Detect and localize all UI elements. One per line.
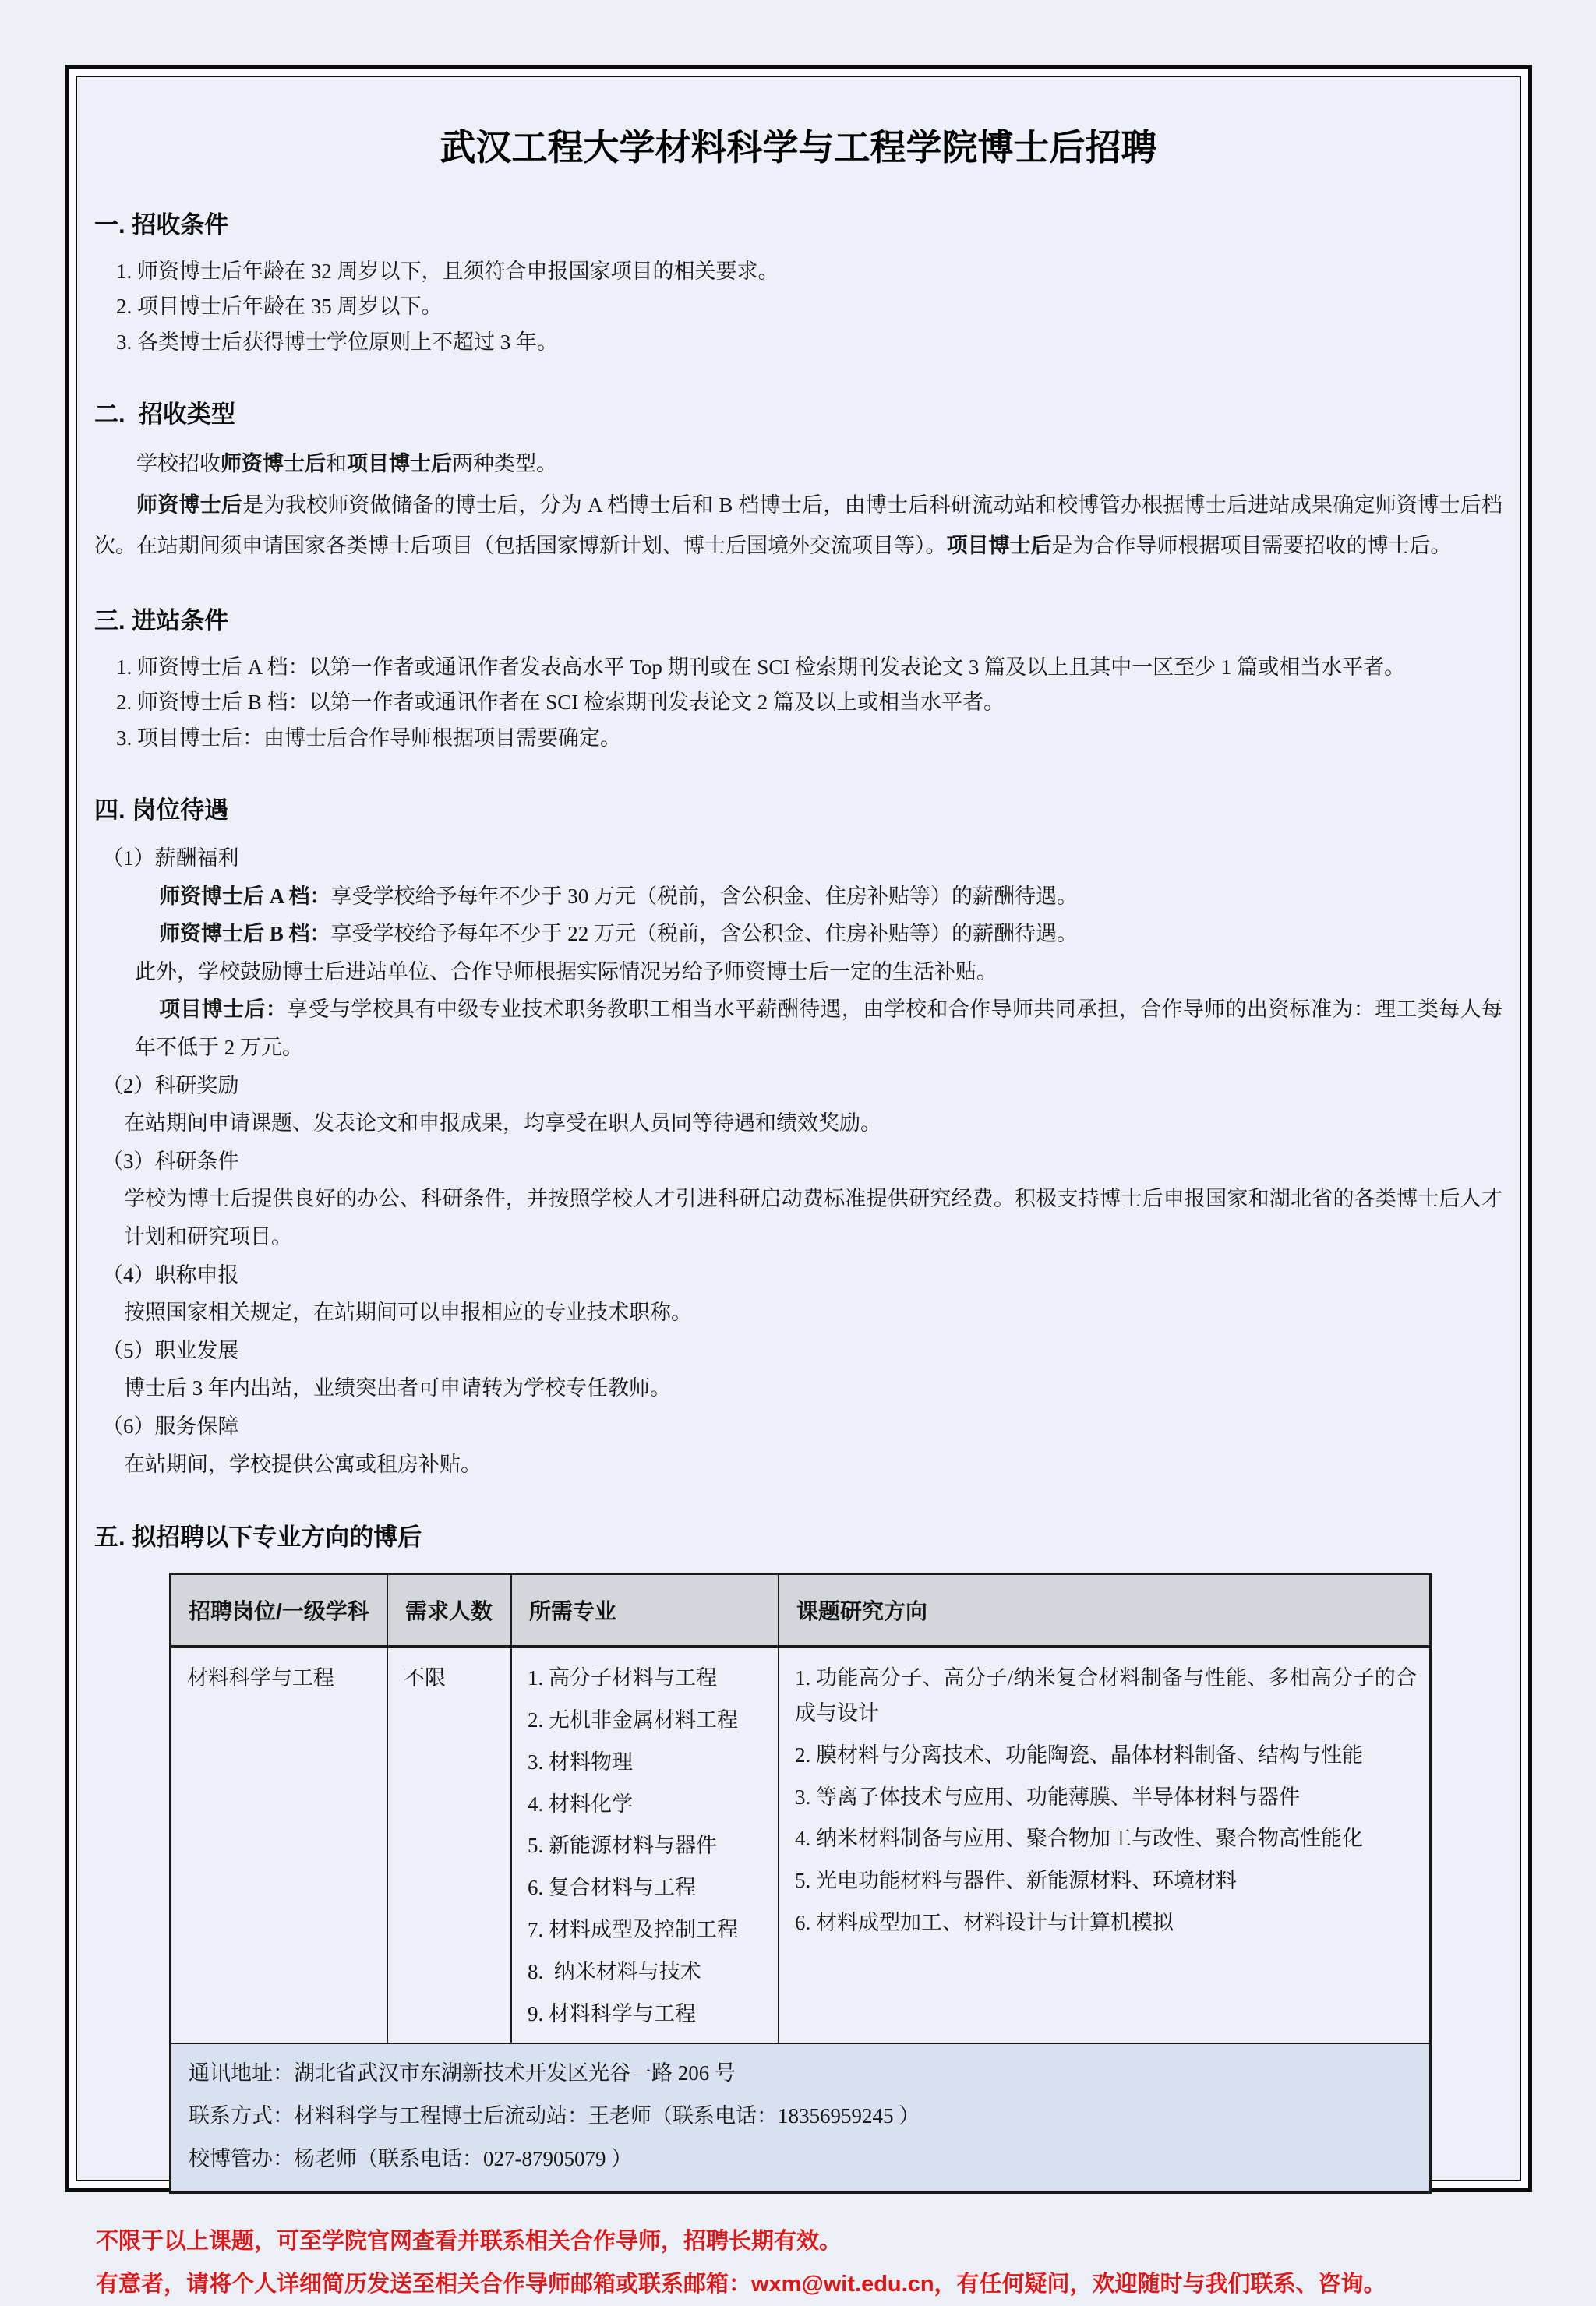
- paragraph: 按照国家相关规定，在站期间可以申报相应的专业技术职称。: [124, 1301, 692, 1325]
- list-item: 联系方式：材料科学与工程博士后流动站：王老师（联系电话：18356959245 ）: [189, 2104, 920, 2128]
- list-item: 1. 高分子材料与工程: [528, 1666, 717, 1690]
- table-header-cell: 所需专业: [512, 1575, 779, 1645]
- list-item: 8. 纳米材料与技术: [528, 1959, 701, 1983]
- subsection-title: （4）职称申报: [102, 1262, 239, 1287]
- paragraph: 此外，学校鼓励博士后进站单位、合作导师根据实际情况另给予师资博士后一定的生活补贴。: [135, 959, 998, 983]
- text-segment: 师资博士后: [221, 452, 326, 476]
- section-heading-5: 五. 拟招聘以下专业方向的博后: [94, 1524, 422, 1552]
- list-item: 1. 师资博士后 A 档：以第一作者或通讯作者发表高水平 Top 期刊或在 SCI 检索期刊发表论文 3 篇及以上且其中一区至少 1 篇或相当水平者。: [116, 655, 1406, 679]
- text-segment: 享受学校给予每年不少于 30 万元（税前，含公积金、住房补贴等）的薪酬待遇。: [330, 884, 1079, 908]
- table-row: [171, 1648, 1429, 2043]
- text-segment: 是为我校师资做储备的博士后，分为 A 档博士后和 B 档博士后，由博士后科研流动站和校博管办根据博士后进站成果确定师资博士后档次。在站期间须申请国家各类博士后项目（包括国家博新计划、博士后国境外交流项目等）。: [94, 493, 1503, 558]
- list-item: 7. 材料成型及控制工程: [528, 1918, 738, 1942]
- list-item: 2. 无机非金属材料工程: [528, 1707, 738, 1732]
- list-item: 3. 等离子体技术与应用、功能薄膜、半导体材料与器件: [795, 1785, 1300, 1809]
- list-item: 5. 光电功能材料与器件、新能源材料、环境材料: [795, 1869, 1237, 1893]
- section-heading-2: 二. 招收类型: [94, 401, 235, 429]
- subsection-title: （6）服务保障: [102, 1414, 239, 1438]
- subsection-title: （5）职业发展: [102, 1338, 239, 1362]
- content-area: [76, 76, 1521, 2297]
- table-contact-row: [171, 2043, 1429, 2191]
- text-segment: 和: [326, 452, 347, 476]
- page-frame: [65, 65, 1532, 2297]
- text-segment: 学校招收: [136, 452, 221, 476]
- positions-table: [169, 1573, 1432, 2194]
- text-segment: 享受学校给予每年不少于 22 万元（税前，含公积金、住房补贴等）的薪酬待遇。: [330, 922, 1079, 946]
- paragraph: 学校为博士后提供良好的办公、科研条件，并按照学校人才引进科研启动费标准提供研究经费。积极支持博士后申报国家和湖北省的各类博士后人才计划和研究项目。: [124, 1187, 1502, 1249]
- paragraph: 在站期间申请课题、发表论文和申报成果，均享受在职人员同等待遇和绩效奖励。: [124, 1111, 881, 1135]
- text-segment: 项目博士后：: [159, 998, 288, 1022]
- list-item: 2. 膜材料与分离技术、功能陶瓷、晶体材料制备、结构与性能: [795, 1743, 1363, 1767]
- table-cell-directions: [779, 1648, 1429, 2043]
- section-heading-1: 一. 招收条件: [94, 211, 229, 238]
- list-item: 3. 材料物理: [528, 1750, 633, 1774]
- paragraph: [135, 878, 1502, 916]
- list-item: 4. 纳米材料制备与应用、聚合物加工与改性、聚合物高性能化: [795, 1827, 1363, 1851]
- paragraph: 在站期间，学校提供公寓或租房补贴。: [124, 1452, 482, 1476]
- list-item: 5. 新能源材料与器件: [528, 1834, 717, 1858]
- list-item: 3. 项目博士后：由博士后合作导师根据项目需要确定。: [116, 726, 621, 750]
- list-item: 通讯地址：湖北省武汉市东湖新技术开发区光谷一路 206 号: [189, 2061, 736, 2085]
- section-entry-requirements: [94, 601, 1502, 756]
- table-header-cell: 需求人数: [388, 1575, 512, 1645]
- table-header-cell: 招聘岗位/一级学科: [171, 1575, 388, 1645]
- list-item: 6. 复合材料与工程: [528, 1876, 696, 1900]
- table-cell-majors: [512, 1648, 779, 2043]
- subsection-title: （1）薪酬福利: [102, 846, 239, 870]
- paragraph: [135, 991, 1502, 1066]
- text-segment: 师资博士后 B 档：: [159, 922, 331, 946]
- paragraph: [94, 443, 1502, 485]
- section-heading-4: 四. 岗位待遇: [94, 796, 229, 825]
- section-heading-3: 三. 进站条件: [94, 607, 229, 634]
- paragraph: [94, 485, 1502, 567]
- list-item: 6. 材料成型加工、材料设计与计算机模拟: [795, 1911, 1174, 1935]
- text-segment: 是为合作导师根据项目需要招收的博士后。: [1051, 534, 1452, 558]
- table-cell-discipline: 材料科学与工程: [171, 1648, 388, 2043]
- numbered-list: [94, 650, 1502, 756]
- text-segment: 师资博士后 A 档：: [159, 884, 331, 908]
- paragraph: [135, 915, 1502, 953]
- list-item: 2. 项目博士后年龄在 35 周岁以下。: [116, 295, 443, 319]
- text-segment: 项目博士后: [946, 534, 1052, 558]
- list-item: 9. 材料科学与工程: [528, 2001, 696, 2025]
- list-item: 2. 师资博士后 B 档：以第一作者或通讯作者在 SCI 检索期刊发表论文 2 篇及以上或相当水平者。: [116, 690, 1005, 715]
- footer-note: 有意者，请将个人详细简历发送至相关合作导师邮箱或联系邮箱：wxm@wit.edu.cn，有任何疑问，欢迎随时与我们联系、咨询。: [96, 2272, 1386, 2297]
- list-item: 4. 材料化学: [528, 1792, 633, 1816]
- list-item: 3. 各类博士后获得博士学位原则上不超过 3 年。: [116, 330, 558, 354]
- section-admission-conditions: [94, 205, 1502, 360]
- table-header-cell: 课题研究方向: [796, 1599, 928, 1624]
- list-item: 校博管办：杨老师（联系电话：027-87905079 ）: [189, 2146, 633, 2170]
- table-header-row: [171, 1575, 1429, 1648]
- subsection-title: （2）科研奖励: [102, 1073, 239, 1097]
- footer-notes: [96, 2220, 1502, 2306]
- paragraph: 博士后 3 年内出站，业绩突出者可申请转为学校专任教师。: [124, 1376, 671, 1400]
- section-benefits: [94, 790, 1502, 1483]
- text-segment: 师资博士后: [136, 493, 243, 517]
- document-title: 武汉工程大学材料科学与工程学院博士后招聘: [440, 127, 1157, 168]
- section-positions: [94, 1517, 1502, 2194]
- section-admission-types: [94, 394, 1502, 567]
- footer-note: 不限于以上课题，可至学院官网查看并联系相关合作导师，招聘长期有效。: [96, 2229, 842, 2255]
- text-segment: 两种类型。: [452, 452, 557, 476]
- text-segment: 项目博士后: [347, 452, 452, 476]
- list-item: 1. 功能高分子、高分子/纳米复合材料制备与性能、多相高分子的合成与设计: [795, 1666, 1417, 1725]
- numbered-list: [94, 254, 1502, 360]
- text-segment: 享受与学校具有中级专业技术职务教职工相当水平薪酬待遇，由学校和合作导师共同承担，合作导师的出资标准为：理工类每人每年不低于 2 万元。: [135, 998, 1503, 1060]
- list-item: 1. 师资博士后年龄在 32 周岁以下，且须符合申报国家项目的相关要求。: [116, 260, 779, 283]
- table-cell-headcount: 不限: [388, 1648, 512, 2043]
- subsection-title: （3）科研条件: [102, 1149, 239, 1173]
